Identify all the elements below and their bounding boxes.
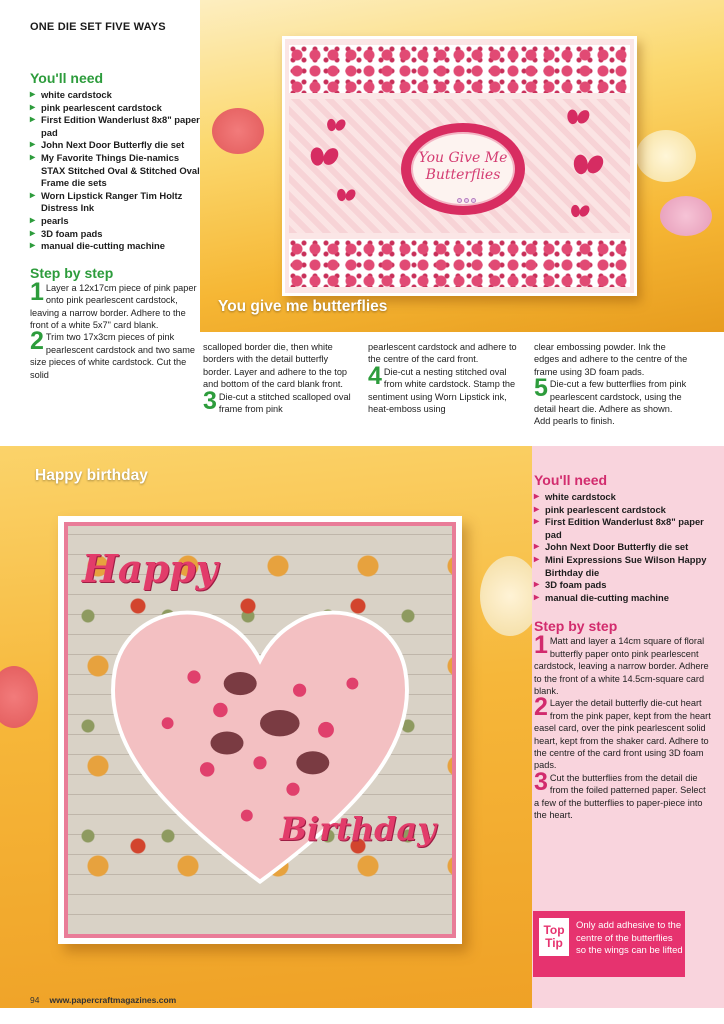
top-tip-badge [539,918,569,956]
list-item: ▸ My Favorite Things Die-namics STAX Stitched Oval & Stitched Oval Frame die sets [30,152,200,190]
butterfly-embellishment [337,189,355,203]
you-need-heading: You'll need [30,70,104,86]
list-item: ▸ 3D foam pads [30,228,200,241]
step-2 [534,693,712,771]
page-number: 94 [30,995,40,1005]
birthday-card [58,516,462,944]
butterfly-cutout [187,670,200,683]
step-text: Die-cut a few butterflies from pink pearlescent cardstock, using the detail heart die. Adhere as shown. Add pearls to finish. [534,379,687,427]
footer-url: www.papercraftmagazines.com [49,995,177,1005]
pearl [464,198,469,203]
butterfly-embellishment [327,119,345,133]
step-text: Cut the butterflies from the detail die from the foiled patterned paper. Select a few of the butterflies to paper-piece into the heart. [534,772,706,821]
step-number: 2 [30,327,44,356]
list-item: ▸ John Next Door Butterfly die set [30,139,200,152]
pearl [471,198,476,203]
step-text: Trim two 17x3cm pieces of pink pearlescent cardstock and two same size pieces of white cardstock. Cut the solid [30,332,196,380]
step-number: 5 [534,374,548,403]
pink-pearlescent-mat [64,522,456,938]
butterfly-embellishment [311,148,338,169]
list-item: ▸ manual die-cutting machine [30,240,200,253]
step-3 [534,767,712,822]
step-1 [534,631,712,697]
project-1-column-4 [534,341,690,428]
butterfly-cutout [200,762,215,777]
step-number: 1 [534,631,548,660]
butterfly-embellishment [571,205,589,219]
step-number: 2 [534,693,548,722]
list-item: ▸ pink pearlescent cardstock [534,504,712,517]
butterfly-cutout [293,684,306,697]
butterfly-embellishment [567,110,589,127]
butterfly-border-top [289,45,630,93]
top-tip-label: Tip [545,936,563,950]
butterfly-cutout [213,703,228,718]
butterfly-border-bottom [289,239,630,287]
butterfly-embellishment [574,155,603,177]
step-number: 1 [30,277,44,306]
project-2-caption: Happy birthday [35,467,148,484]
top-tip-box [533,911,685,977]
step-text-continued: clear embossing powder. Ink the edges and adhere to the centre of the frame using 3D foam pads. [534,342,688,377]
page-footer [30,995,176,1005]
stitched-oval [411,132,515,206]
butterfly-cutout [162,717,174,729]
step-text: Die-cut a stitched scalloped oval frame from pink [218,391,351,415]
list-item: ▸ First Edition Wanderlust 8x8" paper pad [30,114,200,139]
list-item: ▸ First Edition Wanderlust 8x8" paper pad [534,516,712,541]
pearl [457,198,462,203]
paper-pieced-butterfly [211,731,244,754]
rose-decoration [0,666,38,728]
project-1-column-2 [203,341,359,415]
list-item: ▸ manual die-cutting machine [534,592,712,605]
you-need-heading: You'll need [534,472,608,488]
step-number: 3 [534,767,548,796]
step-4 [368,361,524,416]
step-3 [203,386,359,416]
rose-decoration [212,108,264,154]
paper-butterfly-decoration [636,130,696,182]
paper-pieced-butterfly [296,751,329,774]
step-text: Layer the detail butterfly die-cut heart from the pink paper, kept from the heart easel card, over the pink pearlescent solid heart, kept from the shaker card. Adhere to the centre of the card front using 3D foam pads. [534,698,711,771]
floral-butterfly-paper [68,526,452,934]
step-1 [30,277,200,332]
paper-butterfly-decoration [660,196,712,236]
step-number: 3 [203,386,217,415]
paper-pieced-butterfly [260,710,300,736]
pearls [457,190,478,208]
project-1-materials-column [30,70,200,381]
list-item: ▸ Mini Expressions Sue Wilson Happy Birthday die [534,554,712,579]
project-2-materials-column [534,472,712,821]
project-1-caption: You give me butterflies [218,298,388,315]
butterflies-card-photo [200,0,724,332]
step-5 [534,374,690,428]
butterfly-cutout [253,756,266,769]
running-header: ONE DIE SET FIVE WAYS [30,21,166,33]
happy-die-cut: Happy [82,546,218,591]
list-item: ▸ Worn Lipstick Ranger Tim Holtz Distress Ink [30,190,200,215]
step-by-step-heading: Step by step [534,618,618,635]
butterfly-cutout [286,783,299,796]
top-tip-text: Only add adhesive to the centre of the butterflies so the wings can be lifted [576,920,683,957]
list-item: ▸ white cardstock [30,89,200,102]
flower-decoration [480,556,532,636]
list-item: ▸ pink pearlescent cardstock [30,102,200,115]
step-text: Matt and layer a 14cm square of floral butterfly paper onto pink pearlescent cardstock, leaving a narrow border. Adhere to the front of a white 14.5cm-square card blank. [534,636,709,696]
butterflies-card [282,36,637,296]
step-text: Layer a 12x17cm piece of pink paper onto pink pearlescent cardstock, leaving a narrow border. Adhere to the front of a white 5x7" card blank. [30,282,197,330]
sentiment [413,150,513,184]
list-item: ▸ pearls [30,215,200,228]
step-2 [30,327,200,381]
butterfly-cutout [318,722,334,738]
birthday-die-cut: Birthday [280,810,436,848]
step-number: 4 [368,361,382,390]
sentiment-line-2: Butterflies [425,167,501,183]
list-item: ▸ 3D foam pads [534,579,712,592]
butterfly-heart [95,578,425,908]
step-by-step-heading: Step by step [30,264,114,281]
step-text-continued: scalloped border die, then white borders with the detail butterfly border. Layer and adhere to the top and bottom of the card blank front. [203,342,348,390]
scalloped-oval-frame [401,123,525,215]
step-text-continued: pearlescent cardstock and adhere to the centre of the card front. [368,342,517,365]
project-1-column-3 [368,341,524,415]
list-item: ▸ white cardstock [534,491,712,504]
butterfly-cutout [241,810,253,822]
step-text: Die-cut a nesting stitched oval from white cardstock. Stamp the sentiment using Worn Lipstick ink, heat-emboss using [368,366,516,415]
you-need-list [534,491,712,604]
top-tip-label: Top [543,923,565,937]
paper-pieced-butterfly [224,672,257,695]
list-item: ▸ John Next Door Butterfly die set [534,541,712,554]
you-need-list [30,89,200,253]
sentiment-line-1: You Give Me [418,150,508,166]
butterfly-cutout [346,678,358,690]
